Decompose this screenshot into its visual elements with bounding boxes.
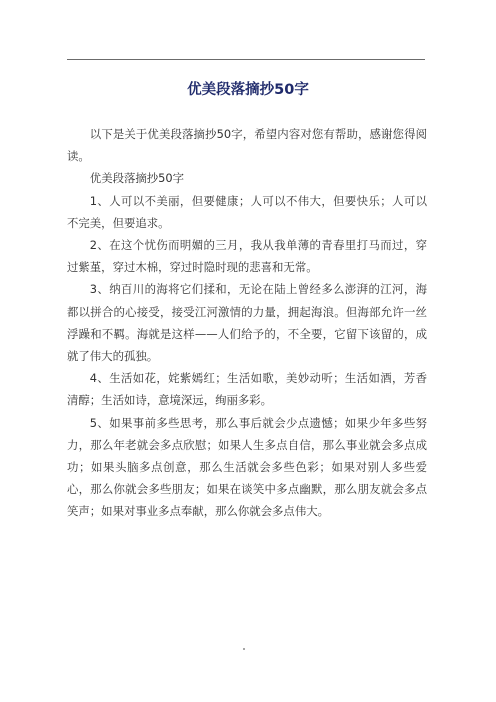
page-marker-dot <box>243 648 245 650</box>
excerpt-paragraph-5: 5、如果事前多些思考，那么事后就会少点遗憾；如果少年多些努力，那么年老就会多点欣慰；如果人生多点自信，那么事业就会多点成功；如果头脑多点创意，那么生活就会多些色彩；如果对别人多些爱心，那么你就会多些朋友；如果在谈笑中多点幽默，那么朋友就会多点笑声；如果对事业多点奉献，那么你就会多点伟大。 <box>67 415 427 519</box>
intro-paragraph: 以下是关于优美段落摘抄50字，希望内容对您有帮助，感谢您得阅读。 <box>67 127 427 164</box>
excerpt-paragraph-1: 1、人可以不美丽，但要健康；人可以不伟大，但要快乐；人可以不完美，但要追求。 <box>67 193 427 230</box>
header-rule <box>67 59 425 60</box>
document-body <box>67 123 427 523</box>
excerpt-paragraph-2: 2、在这个忧伤而明媚的三月，我从我单薄的青春里打马而过，穿过紫堇，穿过木棉，穿过时隐时现的悲喜和无常。 <box>67 238 427 275</box>
document-title: 优美段落摘抄50字 <box>187 82 309 98</box>
excerpt-paragraph-4: 4、生活如花，姹紫嫣红；生活如歌，美妙动听；生活如酒，芳香清醇；生活如诗，意境深远，绚丽多彩。 <box>67 371 427 408</box>
section-heading: 优美段落摘抄50字 <box>89 171 185 186</box>
excerpt-paragraph-3: 3、纳百川的海将它们揉和，无论在陆上曾经多么澎湃的江河，海都以拼合的心接受，接受江河激情的力量，拥起海浪。但海部允许一丝浮躁和不羁。海就是这样——人们给予的，不全要，它留下该留的，成就了伟大的孤独。 <box>67 282 427 364</box>
